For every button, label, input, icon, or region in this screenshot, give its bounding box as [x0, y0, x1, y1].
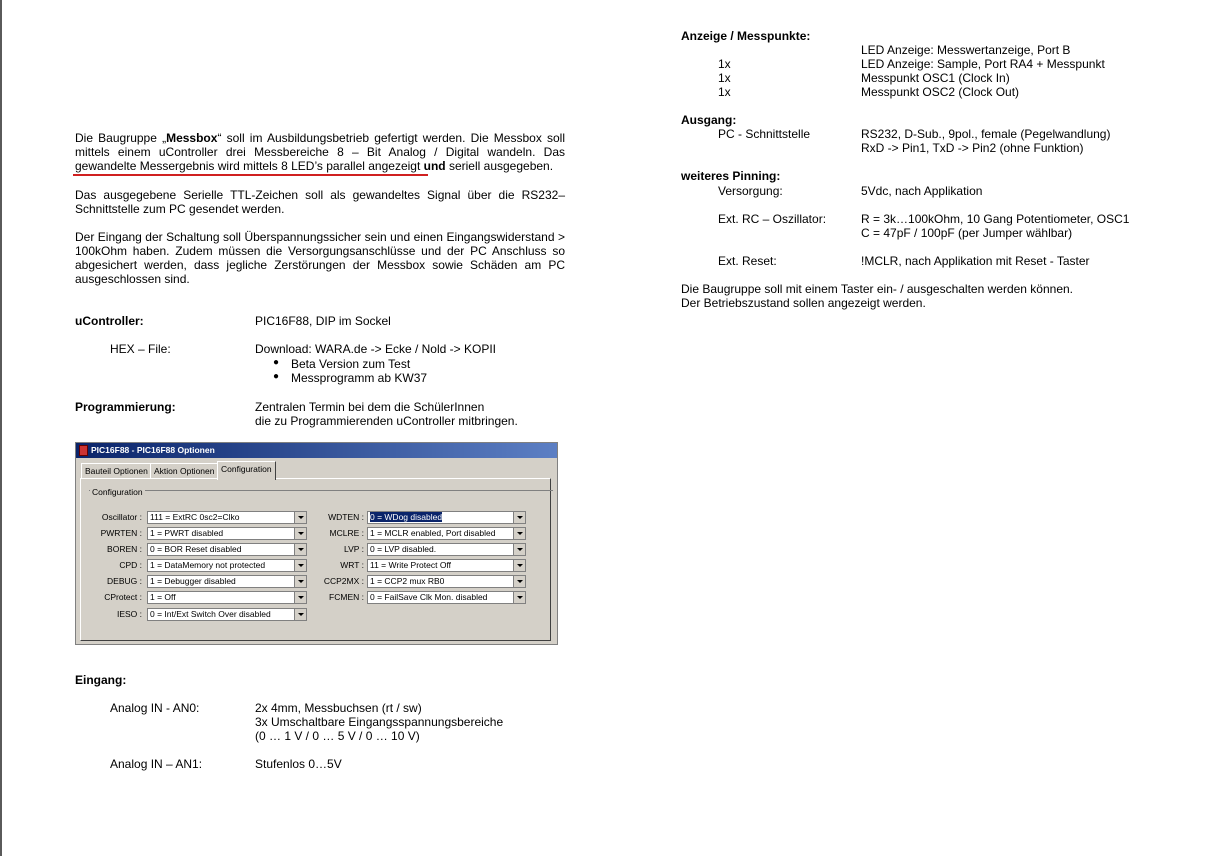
tab-bauteil-optionen[interactable]: Bauteil Optionen: [81, 463, 152, 479]
hex-label: HEX – File:: [110, 342, 171, 356]
intro-paragraph-2: Das ausgegebene Serielle TTL-Zeichen soll als gewandeltes Signal über die RS232–Schnittstelle zum PC gesendet werden.: [75, 188, 565, 216]
chevron-down-icon: [294, 592, 306, 603]
cprotect-select[interactable]: 1 = Off: [147, 591, 307, 604]
bullet-icon: ●: [273, 371, 280, 382]
ausgang-line2: RxD -> Pin1, TxD -> Pin2 (ohne Funktion): [861, 141, 1084, 155]
wdten-select[interactable]: 0 = WDog disabled: [367, 511, 526, 524]
pwrten-select[interactable]: 1 = PWRT disabled: [147, 527, 307, 540]
reset-value: !MCLR, nach Applikation mit Reset - Taster: [861, 254, 1090, 268]
versorgung-value: 5Vdc, nach Applikation: [861, 184, 983, 198]
boren-select[interactable]: 0 = BOR Reset disabled: [147, 543, 307, 556]
ccp2mx-select[interactable]: 1 = CCP2 mux RB0: [367, 575, 526, 588]
pinning-label: weiteres Pinning:: [681, 169, 781, 183]
chevron-down-icon: [513, 512, 525, 523]
debug-select[interactable]: 1 = Debugger disabled: [147, 575, 307, 588]
intro-paragraph-1: Die Baugruppe „Messbox“ soll im Ausbildungsbetrieb gefertigt werden. Die Messbox soll mittels einem uController drei Messbereiche 8 – Bit Analog / Digital wandeln. Das gewandelte Messergebnis wird mittels 8 LED’s parallel angezeigt und seriell ausgegeben.: [75, 131, 565, 173]
an1-label: Analog IN – AN1:: [110, 757, 203, 771]
chevron-down-icon: [513, 576, 525, 587]
bullet-item: Messprogramm ab KW37: [291, 371, 428, 385]
programmierung-label: Programmierung:: [75, 400, 176, 414]
anzeige-count: 1x: [718, 57, 731, 71]
ieso-select[interactable]: 0 = Int/Ext Switch Over disabled: [147, 608, 307, 621]
options-dialog: [75, 442, 558, 645]
chevron-down-icon: [294, 560, 306, 571]
an0-line: 3x Umschaltbare Eingangsspannungsbereiche: [255, 715, 504, 729]
chevron-down-icon: [294, 528, 306, 539]
reset-label: Ext. Reset:: [718, 254, 777, 268]
chevron-down-icon: [513, 528, 525, 539]
chevron-down-icon: [294, 512, 306, 523]
closing-line1: Die Baugruppe soll mit einem Taster ein- / ausgeschalten werden können.: [681, 282, 1074, 296]
pwrten-label: PWRTEN :: [100, 528, 142, 538]
cpd-select[interactable]: 1 = DataMemory not protected: [147, 559, 307, 572]
app-icon: [79, 445, 88, 456]
wrt-label: WRT :: [340, 560, 364, 570]
lvp-select[interactable]: 0 = LVP disabled.: [367, 543, 526, 556]
versorgung-label: Versorgung:: [718, 184, 783, 198]
bullet-item: Beta Version zum Test: [291, 357, 411, 371]
cprotect-label: CProtect :: [104, 592, 142, 602]
chevron-down-icon: [294, 576, 306, 587]
an1-value: Stufenlos 0…5V: [255, 757, 342, 771]
ucontroller-value: PIC16F88, DIP im Sockel: [255, 314, 391, 328]
chevron-down-icon: [513, 560, 525, 571]
chevron-down-icon: [294, 609, 306, 620]
tab-configuration[interactable]: Configuration: [217, 461, 276, 480]
ausgang-label: Ausgang:: [681, 113, 737, 127]
hex-value: Download: WARA.de -> Ecke / Nold -> KOPII: [255, 342, 496, 356]
ucontroller-label: uController:: [75, 314, 144, 328]
dialog-title: PIC16F88 - PIC16F88 Optionen: [91, 445, 215, 455]
chevron-down-icon: [294, 544, 306, 555]
ieso-label: IESO :: [116, 609, 142, 619]
ausgang-line1: RS232, D-Sub., 9pol., female (Pegelwandlung): [861, 127, 1111, 141]
eingang-label: Eingang:: [75, 673, 127, 687]
intro-paragraph-3: Der Eingang der Schaltung soll Überspannungssicher sein und einen Eingangswiderstand > 100kOhm haben. Zudem müssen die Versorgungsanschlüsse und der PC Anschluss so abgesichert werden, dass jegliche Zerstörungen der Messbox sowie Schäden am PC ausgeschlossen sind.: [75, 230, 565, 286]
oscillator-select[interactable]: 111 = ExtRC 0sc2=Clko: [147, 511, 307, 524]
programmierung-line1: Zentralen Termin bei dem die SchülerInnen: [255, 400, 485, 414]
wdten-label: WDTEN :: [328, 512, 364, 522]
lvp-label: LVP :: [343, 544, 364, 554]
anzeige-text: LED Anzeige: Sample, Port RA4 + Messpunkt: [861, 57, 1105, 71]
debug-label: DEBUG :: [107, 576, 142, 586]
an0-line: (0 … 1 V / 0 … 5 V / 0 … 10 V): [255, 729, 420, 743]
ausgang-sub: PC - Schnittstelle: [718, 127, 811, 141]
wrt-select[interactable]: 11 = Write Protect Off: [367, 559, 526, 572]
chevron-down-icon: [513, 544, 525, 555]
bullet-icon: ●: [273, 357, 280, 368]
tab-aktion-optionen[interactable]: Aktion Optionen: [150, 463, 218, 479]
rc-line2: C = 47pF / 100pF (per Jumper wählbar): [861, 226, 1073, 240]
anzeige-label: Anzeige / Messpunkte:: [681, 29, 811, 43]
page-edge: [0, 0, 2, 856]
anzeige-count: 1x: [718, 85, 731, 99]
mclre-label: MCLRE :: [329, 528, 364, 538]
dialog-titlebar: [76, 443, 557, 458]
anzeige-text: Messpunkt OSC2 (Clock Out): [861, 85, 1020, 99]
anzeige-count: 1x: [718, 71, 731, 85]
ccp2mx-label: CCP2MX :: [323, 576, 364, 586]
fcmen-select[interactable]: 0 = FailSave Clk Mon. disabled: [367, 591, 526, 604]
fcmen-label: FCMEN :: [329, 592, 364, 602]
oscillator-label: Oscillator :: [101, 512, 142, 522]
mclre-select[interactable]: 1 = MCLR enabled, Port disabled: [367, 527, 526, 540]
group-label: Configuration: [92, 487, 143, 497]
closing-line2: Der Betriebszustand sollen angezeigt werden.: [681, 296, 926, 310]
an0-line: 2x 4mm, Messbuchsen (rt / sw): [255, 701, 422, 715]
anzeige-text: LED Anzeige: Messwertanzeige, Port B: [861, 43, 1071, 57]
rc-line1: R = 3k…100kOhm, 10 Gang Potentiometer, OSC1: [861, 212, 1130, 226]
programmierung-line2: die zu Programmierenden uController mitbringen.: [255, 414, 518, 428]
anzeige-text: Messpunkt OSC1 (Clock In): [861, 71, 1010, 85]
an0-label: Analog IN - AN0:: [110, 701, 200, 715]
boren-label: BOREN :: [107, 544, 142, 554]
cpd-label: CPD :: [119, 560, 142, 570]
chevron-down-icon: [513, 592, 525, 603]
rc-label: Ext. RC – Oszillator:: [718, 212, 827, 226]
red-underline: [73, 174, 428, 176]
